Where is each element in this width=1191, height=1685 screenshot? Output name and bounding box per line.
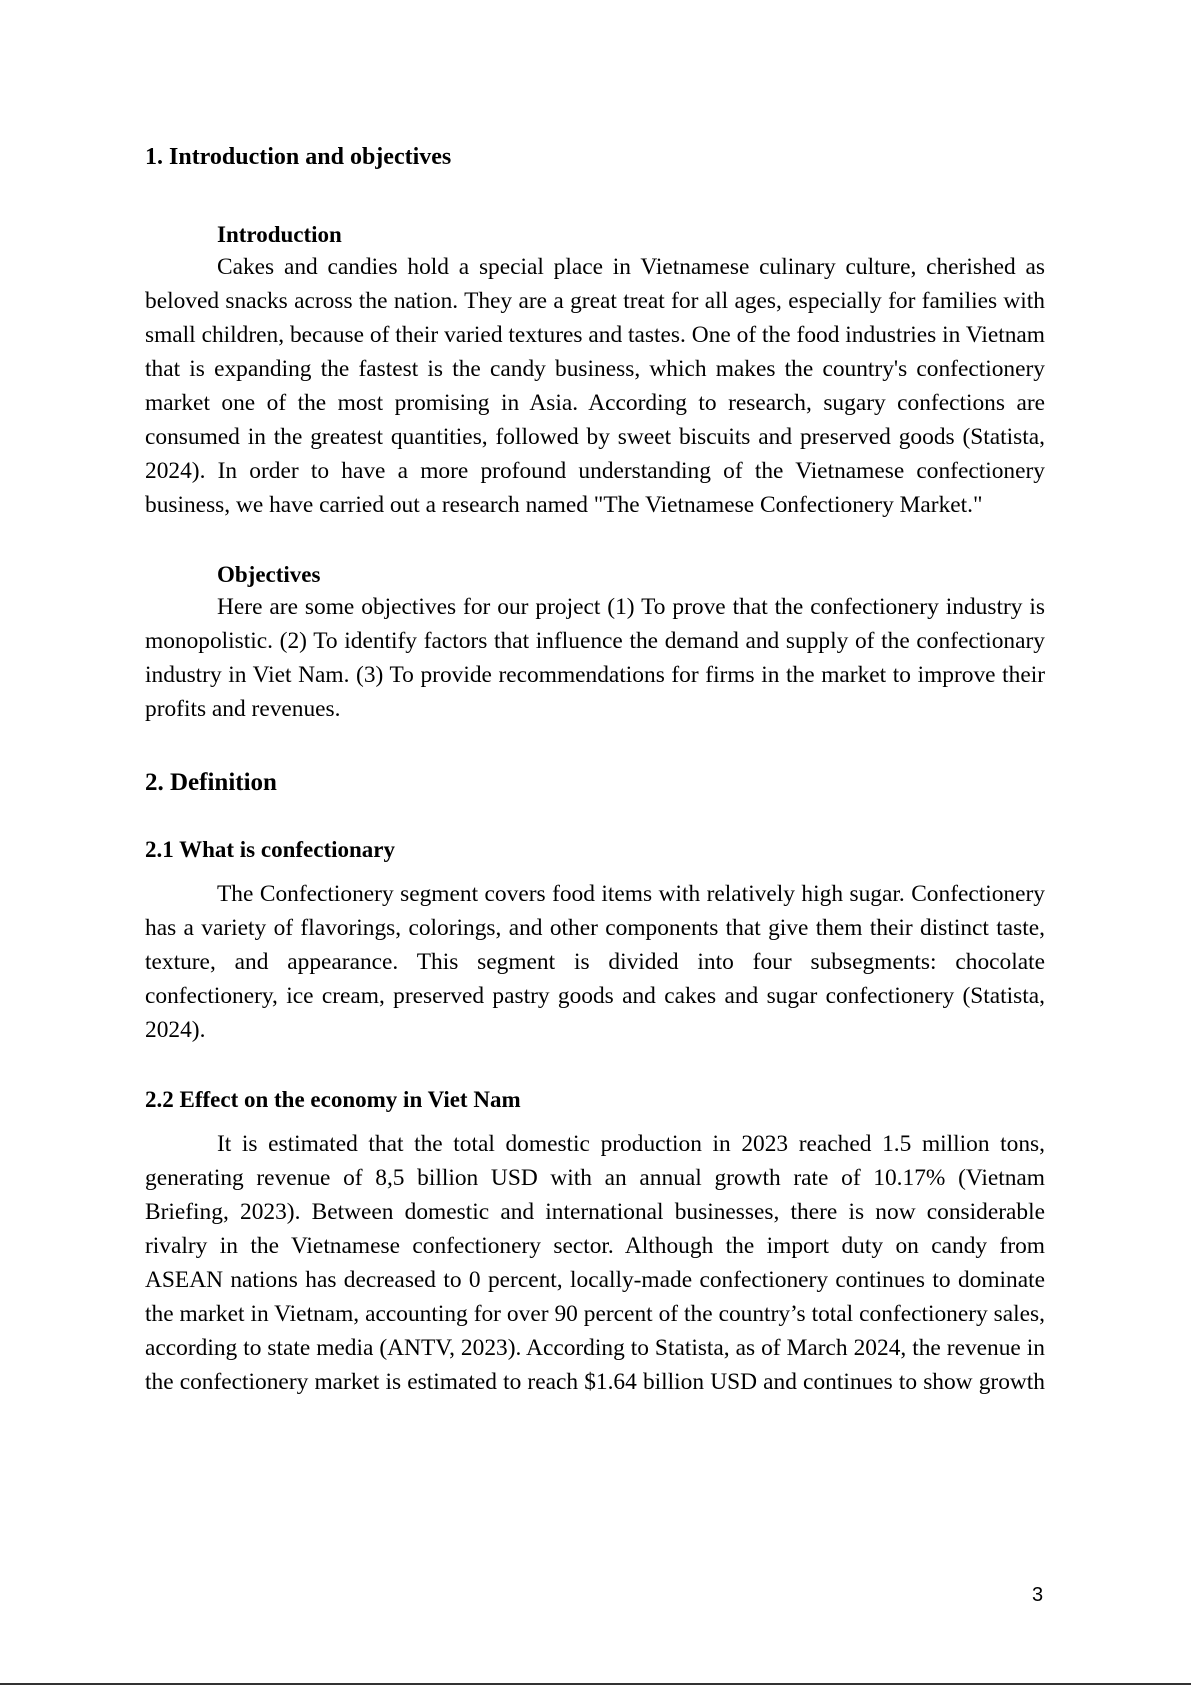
introduction-paragraph: Cakes and candies hold a special place in Vietnamese culinary culture, cherished as beloved snacks across the nation. They are a great treat for all ages, especially for families with small children, because of their varied textures and tastes. One of the food industries in Vietnam that is expanding the fastest is the candy business, which makes the country's confectionery market one of the most promising in Asia. According to research, sugary confections are consumed in the greatest quantities, followed by sweet biscuits and preserved goods (Statista, 2024). In order to have a more profound understanding of the Vietnamese confectionery business, we have carried out a research named "The Vietnamese Confectionery Market." xyxy=(145,254,1045,518)
introduction-heading: Introduction xyxy=(217,222,342,247)
page-content xyxy=(145,142,1045,1399)
page-number: 3 xyxy=(1032,1584,1044,1606)
objectives-heading: Objectives xyxy=(217,562,321,587)
section-2-1-paragraph: The Confectionery segment covers food items with relatively high sugar. Confectionery has a variety of flavorings, colorings, and other components that give them their distinct taste, texture, and appearance. This segment is divided into four subsegments: chocolate confectionery, ice cream, preserved pastry goods and cakes and sugar confectionery (Statista, 2024). xyxy=(145,881,1045,1043)
section-2-2-paragraph: It is estimated that the total domestic production in 2023 reached 1.5 million tons, generating revenue of 8,5 billion USD with an annual growth rate of 10.17% (Vietnam Briefing, 2023). Between domestic and international businesses, there is now considerable rivalry in the Vietnamese confectionery sector. Although the import duty on candy from ASEAN nations has decreased to 0 percent, locally-made confectionery continues to dominate the market in Vietnam, accounting for over 90 percent of the country’s total confectionery sales, according to state media (ANTV, 2023). According to Statista, as of March 2024, the revenue in the confectionery market is estimated to reach $1.64 billion USD and continues to show growth xyxy=(145,1131,1045,1395)
section-2-1-heading: 2.1 What is confectionary xyxy=(145,837,396,862)
section-2-heading: 2. Definition xyxy=(145,769,277,796)
section-1-heading: 1. Introduction and objectives xyxy=(145,144,452,170)
section-2-2-heading: 2.2 Effect on the economy in Viet Nam xyxy=(145,1087,521,1112)
objectives-paragraph: Here are some objectives for our project (1) To prove that the confectionery industry is monopolistic. (2) To identify factors that influence the demand and supply of the confectionary industry in Viet Nam. (3) To provide recommendations for firms in the market to improve their profits and revenues. xyxy=(145,594,1045,722)
